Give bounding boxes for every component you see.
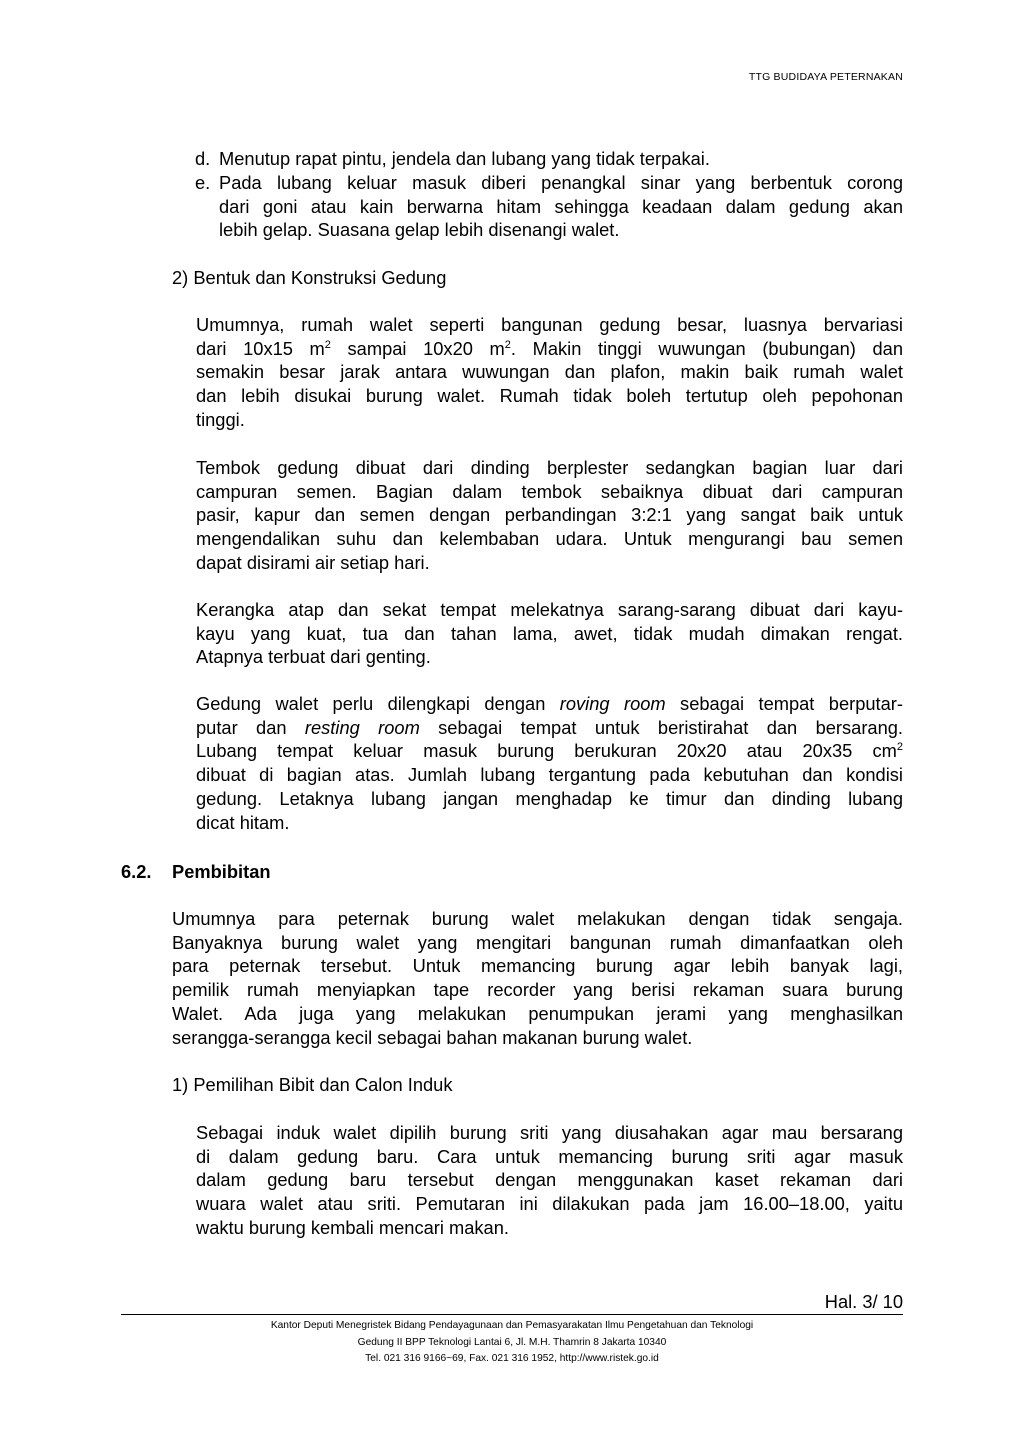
italic-term: roving room (559, 693, 666, 714)
subsection-heading: 1) Pemilihan Bibit dan Calon Induk (172, 1074, 453, 1095)
text-line: waktu burung kembali mencari makan. (196, 1216, 509, 1238)
footer-line: Kantor Deputi Menegristek Bidang Pendayagunaan dan Pemasyarakatan Ilmu Pengetahuan dan Teknologi (270, 1320, 754, 1331)
text-line: dari goni atau kain berwarna hitam sehingga keadaan dalam gedung akan (219, 195, 903, 217)
text-line: semakin besar jarak antara wuwungan dan plafon, makin baik rumah walet (196, 361, 903, 383)
paragraph (196, 456, 903, 575)
paragraph (196, 598, 903, 669)
text-line: Umumnya, rumah walet seperti bangunan gedung besar, luasnya bervariasi (196, 314, 903, 335)
text-line: dapat disirami air setiap hari. (196, 551, 430, 573)
text-line: putar dan resting room sebagai tempat untuk beristirahat dan bersarang. (196, 716, 903, 738)
text-line: Tembok gedung dibuat dari dinding berplester sedangkan bagian luar dari (196, 457, 903, 478)
list-item-d (195, 147, 903, 171)
text-line: Umumnya para peternak burung walet melakukan dengan tidak sengaja. (172, 908, 903, 929)
text-line: Pada lubang keluar masuk diberi penangkal sinar yang berbentuk corong (219, 172, 903, 193)
text-line: dicat hitam. (196, 811, 290, 833)
text-line: dalam gedung baru tersebut dengan menggunakan kaset rekaman dari (196, 1169, 903, 1191)
list-marker: e. (195, 172, 211, 193)
list-item-e (195, 171, 903, 242)
section-title: Pembibitan (172, 861, 271, 882)
text-line: serangga-serangga kecil sebagai bahan makanan burung walet. (172, 1026, 693, 1048)
subsection-heading: 2) Bentuk dan Konstruksi Gedung (172, 267, 447, 288)
text-line: pasir, kapur dan semen dengan perbandingan 3:2:1 yang sangat baik untuk (196, 504, 903, 526)
text-line: dan lebih disukai burung walet. Rumah tidak boleh tertutup oleh pepohonan (196, 385, 903, 407)
text-line: para peternak tersebut. Untuk memancing burung agar lebih banyak lagi, (172, 955, 903, 977)
page-footer (121, 1318, 903, 1368)
superscript: 2 (324, 338, 331, 351)
running-header: TTG BUDIDAYA PETERNAKAN (748, 71, 903, 83)
text-line: pemilik rumah menyiapkan tape recorder yang berisi rekaman suara burung (172, 979, 903, 1001)
footer-line: Tel. 021 316 9166~69, Fax. 021 316 1952, http://www.ristek.go.id (365, 1353, 659, 1364)
paragraph (196, 313, 903, 432)
text-line: dari 10x15 $m^2$ sampai 10x20 $m^2$. Makin tinggi wuwungan (bubungan) dan (196, 337, 903, 359)
list-marker: d. (195, 148, 211, 169)
text-line: Menutup rapat pintu, jendela dan lubang yang tidak terpakai. (219, 148, 710, 169)
text-line: wuara walet atau sriti. Pemutaran ini dilakukan pada jam 16.00–18.00, yaitu (196, 1193, 903, 1215)
text-line: mengendalikan suhu dan kelembaban udara. Untuk mengurangi bau semen (196, 528, 903, 550)
text-line: Walet. Ada juga yang melakukan penumpukan jerami yang menghasilkan (172, 1002, 903, 1024)
text-line: dibuat di bagian atas. Jumlah lubang tergantung pada kebutuhan dan kondisi (196, 764, 903, 786)
superscript: 2 (896, 741, 903, 754)
section-number: 6.2. (121, 861, 152, 882)
paragraph (196, 1121, 903, 1240)
text-line: Sebagai induk walet dipilih burung sriti yang diusahakan agar mau bersarang (196, 1122, 903, 1143)
text-line: tinggi. (196, 408, 245, 430)
footer-divider (121, 1314, 903, 1315)
section-heading (121, 860, 152, 884)
paragraph (196, 692, 903, 834)
italic-term: resting room (304, 716, 420, 738)
page-number: Hal. 3/ 10 (824, 1291, 903, 1312)
text-line: campuran semen. Bagian dalam tembok sebaiknya dibuat dari campuran (196, 480, 903, 502)
superscript: 2 (504, 338, 511, 351)
text-line: Kerangka atap dan sekat tempat melekatnya sarang-sarang dibuat dari kayu- (196, 599, 903, 620)
text-line: gedung. Letaknya lubang jangan menghadap ke timur dan dinding lubang (196, 787, 903, 809)
text-line: Atapnya terbuat dari genting. (196, 646, 431, 668)
text-line: lebih gelap. Suasana gelap lebih disenangi walet. (219, 219, 620, 241)
text-line: kayu yang kuat, tua dan tahan lama, awet, tidak mudah dimakan rengat. (196, 622, 903, 644)
paragraph (172, 907, 903, 1049)
footer-line: Gedung II BPP Teknologi Lantai 6, Jl. M.H. Thamrin 8 Jakarta 10340 (357, 1336, 667, 1348)
text-line: Gedung walet perlu dilengkapi dengan roving room sebagai tempat berputar- (196, 693, 903, 714)
text-line: Lubang tempat keluar masuk burung berukuran 20x20 atau 20x35 $cm^2$ (196, 740, 903, 762)
text-line: di dalam gedung baru. Cara untuk memancing burung sriti agar masuk (196, 1145, 903, 1167)
text-line: Banyaknya burung walet yang mengitari bangunan rumah dimanfaatkan oleh (172, 931, 903, 953)
